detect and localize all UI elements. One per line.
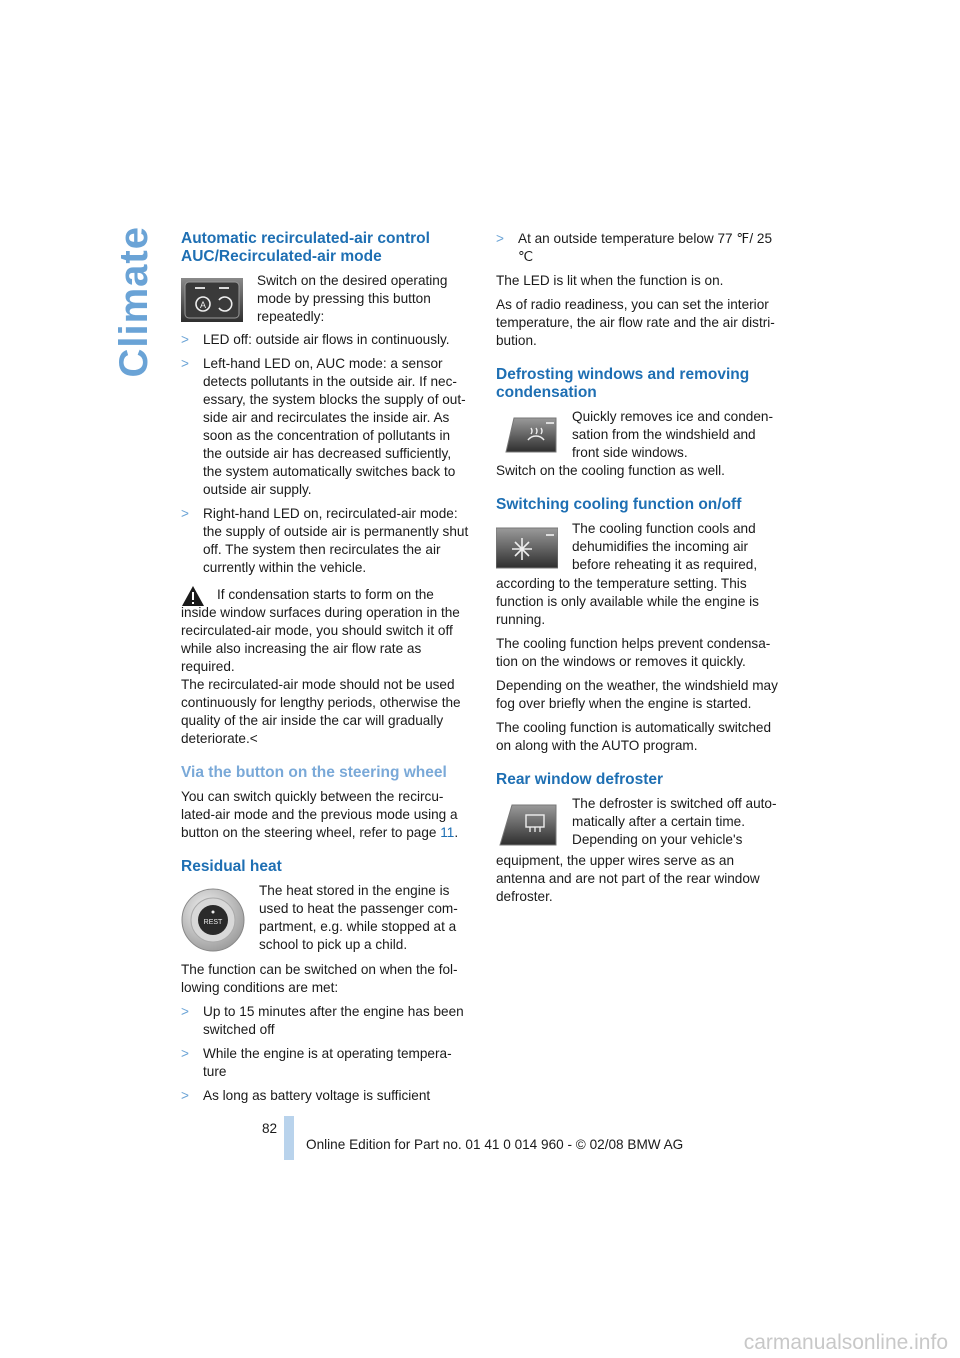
- radio-text: As of radio readiness, you can set the interior temperature, the air flow rate and the air distri- bution.: [496, 297, 775, 348]
- snowflake-button-icon: [496, 526, 558, 570]
- rear-figure-block: [496, 795, 786, 852]
- residual-condition: The function can be switched on when the fol- lowing conditions are met:: [181, 962, 458, 995]
- defrost-button-image: [496, 414, 558, 462]
- list-item: [181, 355, 471, 499]
- list-item: [181, 331, 471, 349]
- rear-heading: Rear window defroster: [496, 771, 664, 788]
- section-title: Climate: [112, 226, 156, 378]
- rear-intro: The defroster is switched off auto- matically after a certain time. Depending on your vehicle's: [572, 796, 777, 847]
- list-item: [181, 1087, 471, 1105]
- steering-text: You can switch quickly between the recircu- lated-air mode and the previous mode using a button on the steering wheel, refer to page: [181, 789, 458, 840]
- section-title-vertical: [112, 226, 156, 376]
- auc-button-image: [181, 278, 243, 327]
- list-item: [496, 230, 786, 266]
- right-column: [496, 230, 786, 912]
- rest-button-icon: [181, 888, 245, 952]
- end-marker: <: [249, 731, 258, 746]
- defrost-figure-block: [496, 408, 786, 462]
- rest-button-image: [181, 888, 245, 957]
- cooling-heading: Switching cooling function on/off: [496, 496, 742, 513]
- left-column: [181, 230, 471, 1111]
- defrost-button-icon: [496, 414, 558, 454]
- auc-intro: Switch on the desired operating mode by pressing this button repeatedly:: [257, 273, 448, 324]
- page-number: 82: [262, 1121, 278, 1136]
- list-item-text: At an outside temperature below 77 ℉/ 25 ℃: [518, 231, 773, 264]
- defrost-text: Switch on the cooling function as well.: [496, 463, 725, 478]
- list-item-text: As long as battery voltage is sufficient: [203, 1088, 431, 1103]
- bullet-marker: >: [181, 356, 189, 371]
- rear-defroster-button-icon: [496, 801, 558, 847]
- bullet-marker: >: [181, 1004, 189, 1019]
- defrost-intro: Quickly removes ice and conden- sation from the windshield and front side windows.: [572, 409, 773, 460]
- defrost-heading: Defrosting windows and removing condensation: [496, 366, 750, 401]
- cooling-p2: The cooling function helps prevent condensa- tion on the windows or removes it quickly.: [496, 636, 771, 669]
- list-item-text: Up to 15 minutes after the engine has been switched off: [203, 1004, 464, 1037]
- footer-accent-bar: [284, 1116, 294, 1160]
- rear-defroster-image: [496, 801, 558, 852]
- bullet-marker: >: [181, 506, 189, 521]
- rear-cont: equipment, the upper wires serve as an antenna and are not part of the rear window defroster.: [496, 853, 760, 904]
- list-item-text: Right-hand LED on, recirculated-air mode: the supply of outside air is permanently shut off. The system then recirculates the air currently within the vehicle.: [203, 506, 469, 575]
- bullet-marker: >: [181, 332, 189, 347]
- residual-intro: The heat stored in the engine is used to heat the passenger com- partment, e.g. while stopped at a school to pick up a child.: [259, 883, 458, 952]
- list-item-text: While the engine is at operating tempera- ture: [203, 1046, 452, 1079]
- bullet-marker: >: [181, 1046, 189, 1061]
- list-item-text: Left-hand LED on, AUC mode: a sensor detects pollutants in the outside air. If nec- essary, the system blocks the supply of out- side air and recirculates the inside air. As soon as the concentration of pollutants in the outside air has decreased sufficiently, the system automatically switches back to outside air supply.: [203, 356, 466, 497]
- cooling-p3: Depending on the weather, the windshield may fog over briefly when the engine is started.: [496, 678, 778, 711]
- cooling-figure-block: [496, 520, 786, 575]
- bullet-marker: >: [496, 231, 504, 246]
- period: .: [454, 825, 459, 840]
- led-text: The LED is lit when the function is on.: [496, 273, 724, 288]
- svg-text:A: A: [199, 300, 207, 310]
- bullet-marker: >: [181, 1088, 189, 1103]
- edition-text: Online Edition for Part no. 01 41 0 014 960 - © 02/08 BMW AG: [306, 1137, 684, 1152]
- watermark: carmanualsonline.info: [743, 1331, 948, 1354]
- list-item: [181, 1003, 471, 1039]
- warning-text: If condensation starts to form on the inside window surfaces during operation in the recirculated-air mode, you should switch it off while also increasing the air flow rate as required.: [181, 587, 460, 674]
- auc-button-icon: [181, 278, 243, 322]
- page-link[interactable]: 11: [440, 825, 455, 840]
- auc-figure-block: [181, 272, 471, 327]
- cooling-intro: The cooling function cools and dehumidifies the incoming air before reheating it as required,: [572, 521, 758, 572]
- rest-label: REST: [203, 919, 223, 926]
- warning-block: [181, 583, 471, 748]
- cooling-cont: according to the temperature setting. This function is only available while the engine is running.: [496, 576, 759, 627]
- list-item-text: LED off: outside air flows in continuously.: [203, 332, 450, 347]
- warning-text-2: The recirculated-air mode should not be used continuously for lengthy periods, otherwise the quality of the air inside the car will gradually deteriorate.: [181, 677, 461, 746]
- residual-heading: Residual heat: [181, 858, 282, 875]
- steering-heading: Via the button on the steering wheel: [181, 764, 447, 781]
- residual-figure-block: [181, 882, 471, 957]
- cooling-button-image: [496, 526, 558, 575]
- list-item: [181, 505, 471, 577]
- cooling-p4: The cooling function is automatically switched on along with the AUTO program.: [496, 720, 772, 753]
- auc-heading: Automatic recirculated-air control AUC/Recirculated-air mode: [181, 230, 430, 265]
- list-item: [181, 1045, 471, 1081]
